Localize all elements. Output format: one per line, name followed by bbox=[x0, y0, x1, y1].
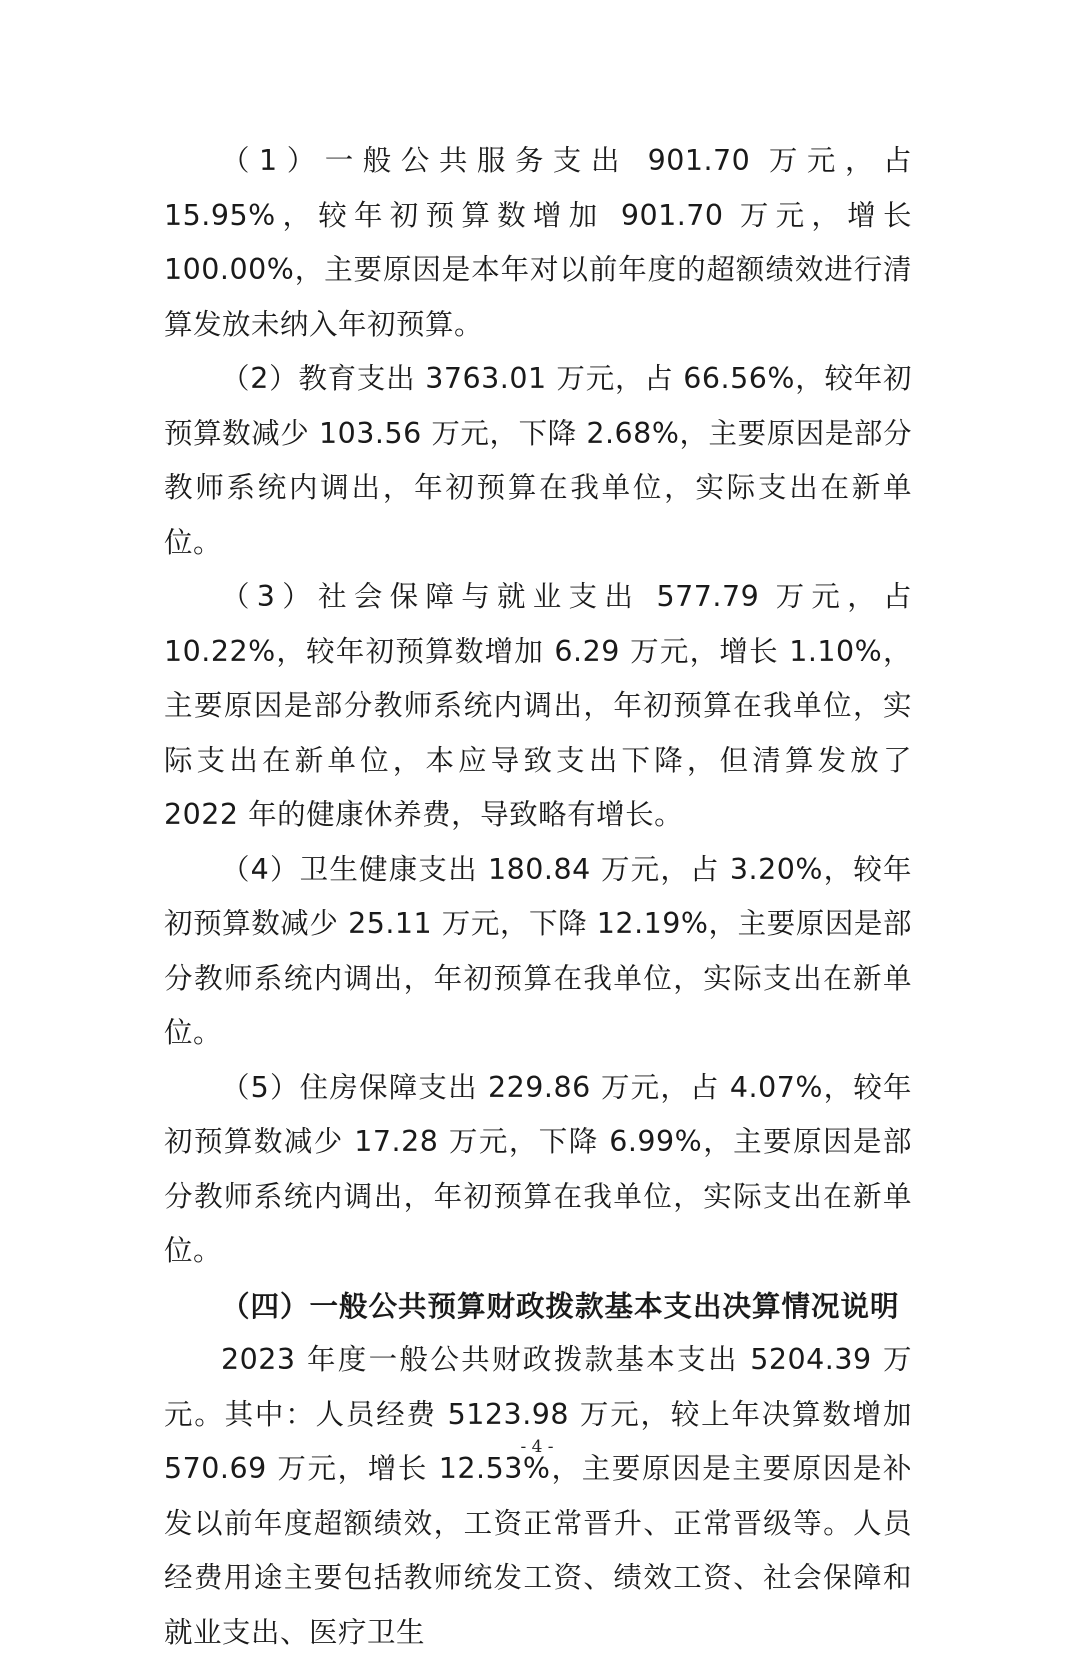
page-number: - 4 - bbox=[520, 1437, 554, 1457]
document-body bbox=[164, 134, 912, 1660]
paragraph-basic-expenditure: 2023 年度一般公共财政拨款基本支出 5204.39 万元。其中：人员经费 5123.98 万元，较上年决算数增加 570.69 万元，增长 12.53%，主要原因是主要原因是补发以前年度超额绩效，工资正常晋升、正常晋级等。人员经费用途主要包括教师统发工资、绩效工资、社会保障和就业支出、医疗卫生 bbox=[164, 1343, 912, 1649]
paragraph-housing: （5）住房保障支出 229.86 万元，占 4.07%，较年初预算数减少 17.28 万元，下降 6.99%，主要原因是部分教师系统内调出，年初预算在我单位，实际支出在新单位。 bbox=[164, 1070, 912, 1267]
paragraph-general-public-services: （1）一般公共服务支出 901.70 万元，占 15.95%，较年初预算数增加 901.70 万元，增长 100.00%，主要原因是本年对以前年度的超额绩效进行清算发放未纳入年初预算。 bbox=[164, 144, 912, 341]
paragraph-education: （2）教育支出 3763.01 万元，占 66.56%，较年初预算数减少 103.56 万元，下降 2.68%，主要原因是部分教师系统内调出，年初预算在我单位，实际支出在新单位。 bbox=[164, 362, 912, 559]
paragraph-health: （4）卫生健康支出 180.84 万元，占 3.20%，较年初预算数减少 25.11 万元，下降 12.19%，主要原因是部分教师系统内调出，年初预算在我单位，实际支出在新单位。 bbox=[164, 852, 912, 1049]
section-heading: （四）一般公共预算财政拨款基本支出决算情况说明 bbox=[221, 1288, 900, 1323]
paragraph-social-security: （3）社会保障与就业支出 577.79 万元，占 10.22%，较年初预算数增加 6.29 万元，增长 1.10%，主要原因是部分教师系统内调出，年初预算在我单位，实际支出在新单位，本应导致支出下降，但清算发放了 2022 年的健康休养费，导致略有增长。 bbox=[164, 580, 912, 831]
